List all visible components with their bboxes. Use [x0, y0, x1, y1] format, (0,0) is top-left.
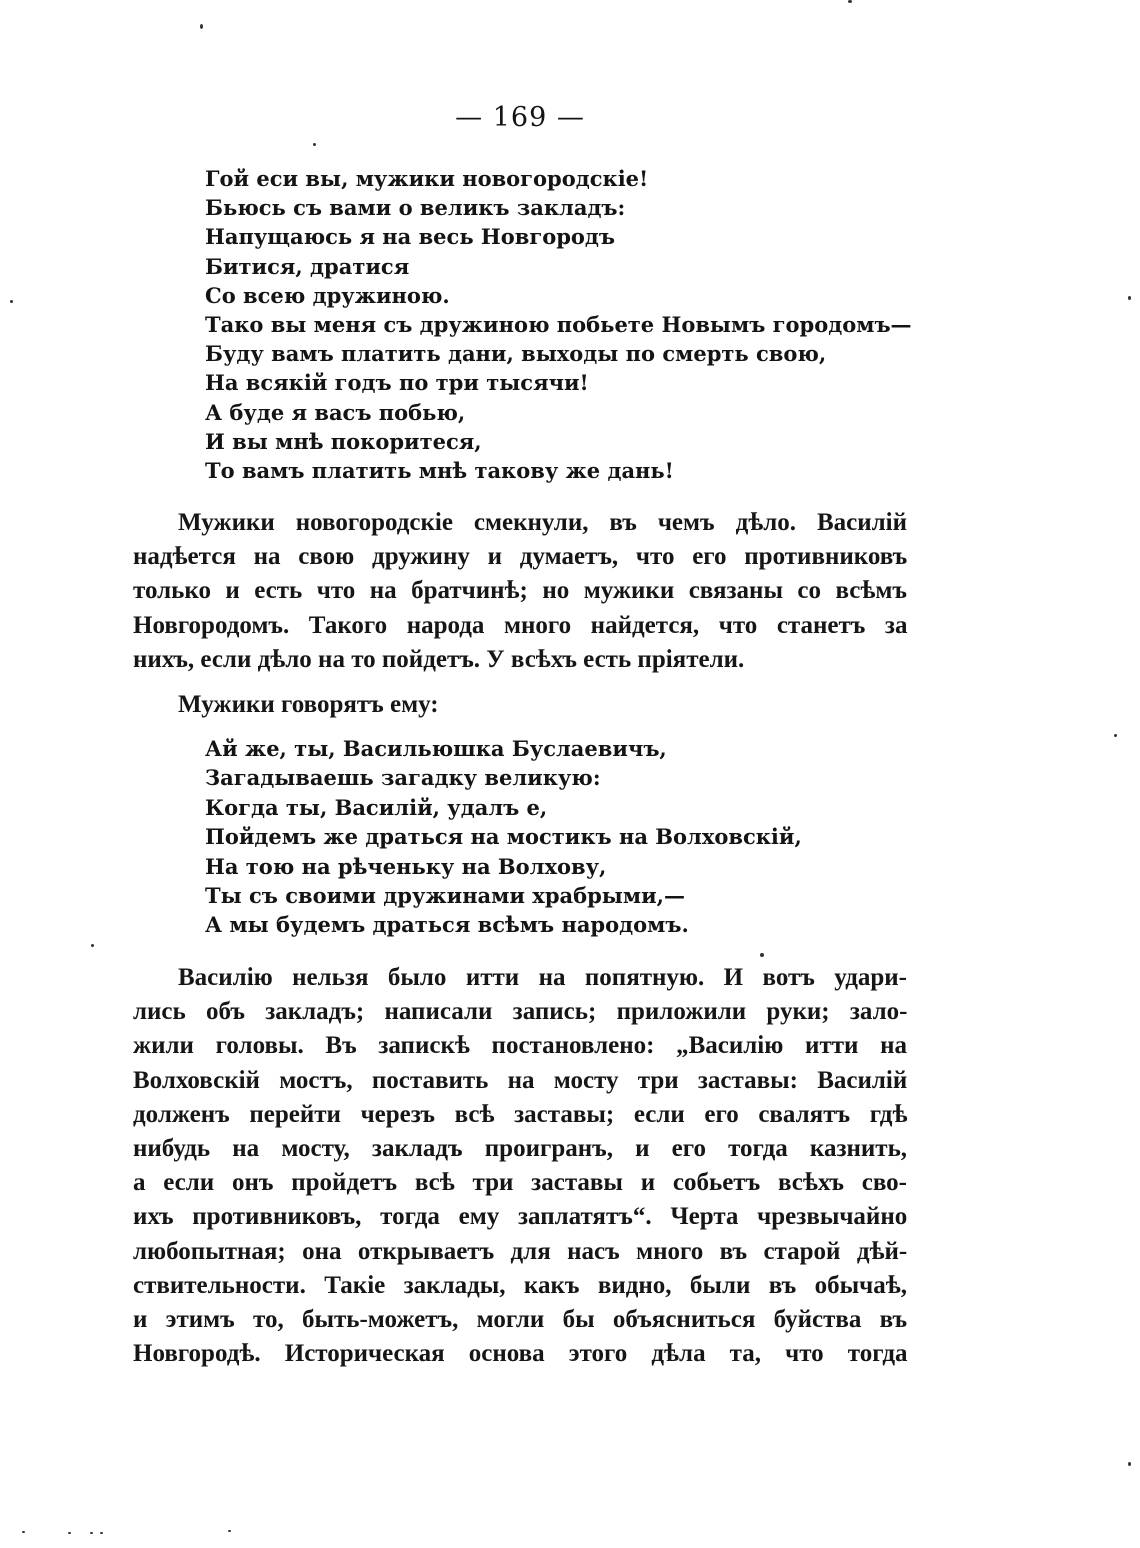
scan-speck	[90, 1532, 93, 1534]
verse-block-challenge	[205, 164, 912, 485]
scan-speck	[848, 0, 852, 3]
verse-line: А мы будемъ драться всѣмъ народомъ.	[205, 912, 689, 938]
scan-speck	[91, 944, 94, 947]
prose-line: ствительности. Такіе заклады, какъ видно, были въ обычаѣ,	[133, 1271, 907, 1299]
scan-speck	[22, 1531, 25, 1533]
prose-line: Мужики говорятъ ему:	[178, 691, 439, 718]
scan-speck	[1128, 296, 1131, 300]
prose-line: жили головы. Въ запискѣ постановлено: „Василію итти на	[133, 1032, 907, 1060]
scan-speck	[228, 1530, 231, 1532]
prose-line: ихъ противниковъ, тогда ему заплатятъ“. Черта чрезвычайно	[133, 1203, 908, 1231]
scan-speck	[100, 1532, 103, 1534]
prose-line: Новгородомъ. Такого народа много найдется, что станетъ за	[133, 611, 908, 639]
verse-line: Со всею дружиною.	[205, 282, 450, 308]
verse-line: Ты съ своими дружинами храбрыми,—	[205, 883, 685, 909]
verse-block-reply	[205, 734, 802, 940]
prose-line: Волховскій мостъ, поставить на мосту три заставы: Василій	[133, 1066, 908, 1094]
prose-line: Новгородѣ. Историческая основа этого дѣла та, что тогда	[133, 1340, 908, 1368]
verse-line: То вамъ платить мнѣ такову же дань!	[205, 458, 674, 484]
prose-line: нибудь на мосту, закладъ проигранъ, и его тогда казнить,	[133, 1135, 908, 1163]
verse-line: Ай же, ты, Васильюшка Буслаевичъ,	[205, 736, 667, 761]
paragraph-men-say	[133, 688, 907, 722]
prose-line: только и есть что на братчинѣ; но мужики связаны со всѣмъ	[133, 577, 907, 605]
verse-line: А буде я васъ побью,	[205, 399, 466, 425]
prose-line: Василію нельзя было итти на попятную. И вотъ удари-	[178, 964, 907, 991]
scan-speck	[200, 24, 203, 29]
prose-line: и этимъ то, быть-можетъ, могли бы объясниться буйства въ	[133, 1306, 908, 1334]
prose-line: нихъ, если дѣло на то пойдетъ. У всѣхъ есть пріятели.	[133, 645, 745, 673]
verse-line: На всякій годъ по три тысячи!	[205, 370, 589, 396]
verse-line: Буду вамъ платить дани, выходы по смерть свою,	[205, 341, 827, 367]
scan-speck	[1114, 734, 1117, 737]
prose-line: Мужики новогородскіе смекнули, въ чемъ дѣло. Василій	[178, 509, 907, 536]
verse-line: И вы мнѣ покоритеся,	[205, 428, 482, 454]
scan-speck	[68, 1532, 71, 1534]
page-number: — 169 —	[455, 102, 585, 133]
verse-line: Бьюсь съ вами о великъ закладъ:	[205, 195, 626, 221]
scan-speck	[313, 143, 316, 146]
scan-speck	[760, 953, 764, 957]
verse-line: Гой еси вы, мужики новогородскіе!	[205, 166, 649, 191]
prose-line: лись объ закладъ; написали запись; приложили руки; зало-	[133, 998, 908, 1026]
verse-line: Напущаюсь я на весь Новгородъ	[205, 224, 616, 250]
scan-speck	[1128, 1462, 1131, 1466]
verse-line: Загадываешь загадку великую:	[205, 765, 601, 791]
scan-speck	[10, 300, 13, 303]
prose-line: а если онъ пройдетъ всѣ три заставы и собьетъ всѣхъ сво-	[133, 1169, 907, 1197]
verse-line: На тою на рѣченьку на Волхову,	[205, 853, 607, 879]
paragraph-men-of-novgorod	[133, 506, 907, 677]
prose-line: надѣется на свою дружину и думаетъ, что его противниковъ	[133, 543, 908, 571]
verse-line: Битися, дратися	[205, 253, 410, 279]
prose-line: долженъ перейти черезъ всѣ заставы; если его свалятъ гдѣ	[133, 1100, 908, 1128]
verse-line: Когда ты, Василій, удалъ е,	[205, 794, 548, 820]
verse-line: Пойдемъ же драться на мостикъ на Волховскій,	[205, 824, 802, 850]
prose-line: любопытная; она открываетъ для насъ много въ старой дѣй-	[133, 1237, 908, 1265]
paragraph-wager	[133, 961, 907, 1371]
verse-line: Тако вы меня съ дружиною побьете Новымъ городомъ—	[205, 312, 912, 338]
